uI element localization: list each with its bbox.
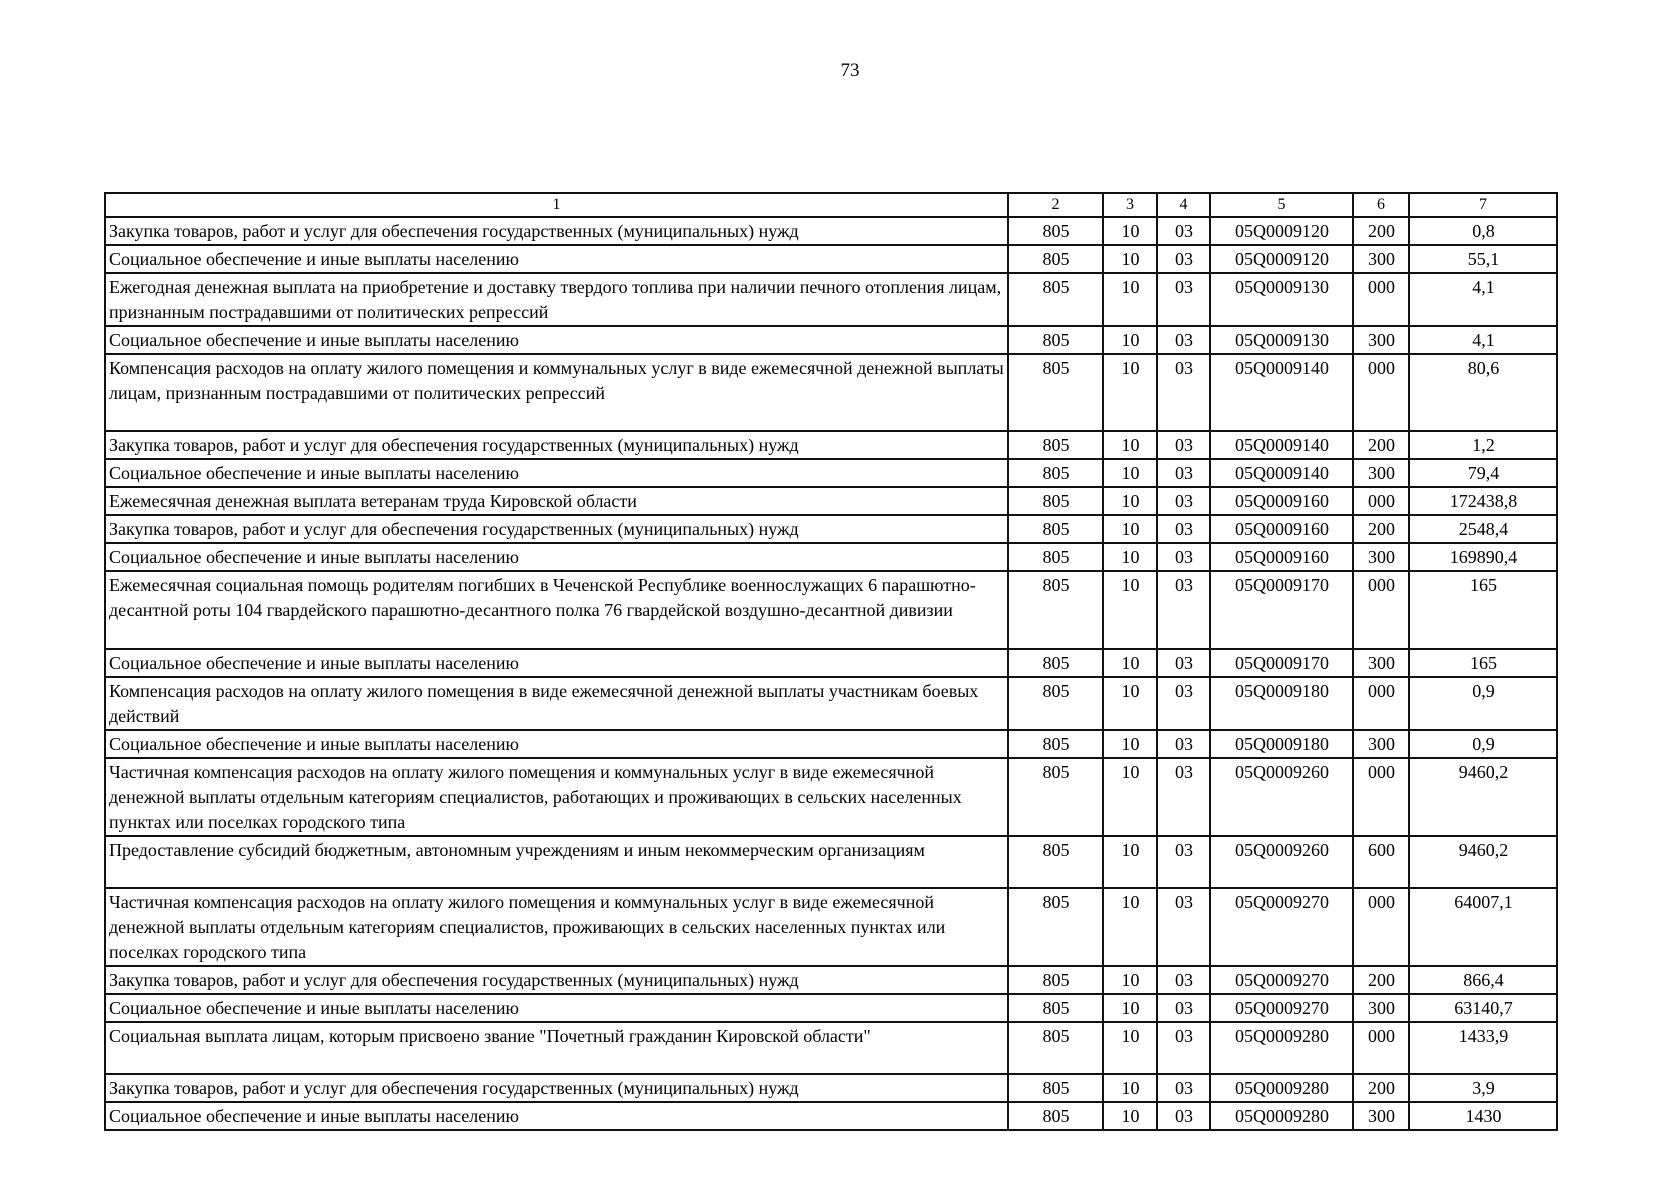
department-code-cell: 805 bbox=[1008, 571, 1103, 649]
expense-type-cell: 300 bbox=[1353, 543, 1409, 571]
expense-type-cell: 000 bbox=[1353, 677, 1409, 730]
department-code-cell: 805 bbox=[1008, 836, 1103, 888]
expense-name-cell: Закупка товаров, работ и услуг для обеспечения государственных (муниципальных) нужд bbox=[105, 1074, 1008, 1102]
amount-cell: 1430 bbox=[1409, 1102, 1557, 1130]
table-row bbox=[105, 273, 1557, 326]
target-article-cell: 05Q0009160 bbox=[1210, 543, 1353, 571]
expense-type-cell: 200 bbox=[1353, 431, 1409, 459]
amount-cell: 0,9 bbox=[1409, 730, 1557, 758]
section-code-cell: 10 bbox=[1103, 245, 1157, 273]
subsection-code-cell: 03 bbox=[1157, 571, 1210, 649]
section-code-cell: 10 bbox=[1103, 677, 1157, 730]
target-article-cell: 05Q0009260 bbox=[1210, 836, 1353, 888]
table-row bbox=[105, 758, 1557, 836]
expense-name-cell: Ежемесячная денежная выплата ветеранам труда Кировской области bbox=[105, 487, 1008, 515]
target-article-cell: 05Q0009180 bbox=[1210, 730, 1353, 758]
expense-name-cell: Социальное обеспечение и иные выплаты населению bbox=[105, 326, 1008, 354]
subsection-code-cell: 03 bbox=[1157, 649, 1210, 677]
amount-cell: 9460,2 bbox=[1409, 836, 1557, 888]
department-code-cell: 805 bbox=[1008, 245, 1103, 273]
subsection-code-cell: 03 bbox=[1157, 836, 1210, 888]
expense-type-cell: 000 bbox=[1353, 273, 1409, 326]
table-row bbox=[105, 217, 1557, 245]
table-row bbox=[105, 245, 1557, 273]
target-article-cell: 05Q0009170 bbox=[1210, 649, 1353, 677]
amount-cell: 4,1 bbox=[1409, 326, 1557, 354]
budget-table bbox=[104, 192, 1558, 1131]
subsection-code-cell: 03 bbox=[1157, 354, 1210, 431]
expense-type-cell: 000 bbox=[1353, 758, 1409, 836]
amount-cell: 169890,4 bbox=[1409, 543, 1557, 571]
subsection-code-cell: 03 bbox=[1157, 431, 1210, 459]
department-code-cell: 805 bbox=[1008, 326, 1103, 354]
column-number: 6 bbox=[1353, 193, 1409, 217]
column-number: 1 bbox=[105, 193, 1008, 217]
amount-cell: 0,8 bbox=[1409, 217, 1557, 245]
section-code-cell: 10 bbox=[1103, 730, 1157, 758]
section-code-cell: 10 bbox=[1103, 1074, 1157, 1102]
table-row bbox=[105, 326, 1557, 354]
expense-name-cell: Закупка товаров, работ и услуг для обеспечения государственных (муниципальных) нужд bbox=[105, 515, 1008, 543]
subsection-code-cell: 03 bbox=[1157, 966, 1210, 994]
target-article-cell: 05Q0009160 bbox=[1210, 487, 1353, 515]
amount-cell: 3,9 bbox=[1409, 1074, 1557, 1102]
section-code-cell: 10 bbox=[1103, 758, 1157, 836]
expense-name-cell: Социальное обеспечение и иные выплаты населению bbox=[105, 994, 1008, 1022]
expense-type-cell: 300 bbox=[1353, 326, 1409, 354]
target-article-cell: 05Q0009170 bbox=[1210, 571, 1353, 649]
expense-name-cell: Социальное обеспечение и иные выплаты населению bbox=[105, 649, 1008, 677]
target-article-cell: 05Q0009130 bbox=[1210, 326, 1353, 354]
expense-type-cell: 300 bbox=[1353, 459, 1409, 487]
amount-cell: 9460,2 bbox=[1409, 758, 1557, 836]
expense-name-cell: Ежегодная денежная выплата на приобретение и доставку твердого топлива при наличии печного отопления лицам, признанным пострадавшими от политических репрессий bbox=[105, 273, 1008, 326]
expense-name-cell: Частичная компенсация расходов на оплату жилого помещения и коммунальных услуг в виде ежемесячной денежной выплаты отдельным категориям специалистов, работающих и проживающих в сельских населенных пунктах или поселках городского типа bbox=[105, 758, 1008, 836]
table-row bbox=[105, 888, 1557, 966]
table-row bbox=[105, 354, 1557, 431]
department-code-cell: 805 bbox=[1008, 758, 1103, 836]
expense-name-cell: Предоставление субсидий бюджетным, автономным учреждениям и иным некоммерческим организациям bbox=[105, 836, 1008, 888]
amount-cell: 172438,8 bbox=[1409, 487, 1557, 515]
subsection-code-cell: 03 bbox=[1157, 730, 1210, 758]
expense-name-cell: Ежемесячная социальная помощь родителям погибших в Чеченской Республике военнослужащих 6 парашютно-десантной роты 104 гвардейского парашютно-десантного полка 76 гвардейской воздушно-десантной дивизии bbox=[105, 571, 1008, 649]
column-number: 5 bbox=[1210, 193, 1353, 217]
section-code-cell: 10 bbox=[1103, 487, 1157, 515]
subsection-code-cell: 03 bbox=[1157, 1102, 1210, 1130]
expense-type-cell: 600 bbox=[1353, 836, 1409, 888]
amount-cell: 55,1 bbox=[1409, 245, 1557, 273]
department-code-cell: 805 bbox=[1008, 994, 1103, 1022]
table-row bbox=[105, 515, 1557, 543]
subsection-code-cell: 03 bbox=[1157, 888, 1210, 966]
expense-name-cell: Закупка товаров, работ и услуг для обеспечения государственных (муниципальных) нужд bbox=[105, 966, 1008, 994]
target-article-cell: 05Q0009280 bbox=[1210, 1074, 1353, 1102]
target-article-cell: 05Q0009280 bbox=[1210, 1102, 1353, 1130]
department-code-cell: 805 bbox=[1008, 354, 1103, 431]
table-row bbox=[105, 677, 1557, 730]
section-code-cell: 10 bbox=[1103, 217, 1157, 245]
section-code-cell: 10 bbox=[1103, 459, 1157, 487]
table-row bbox=[105, 649, 1557, 677]
amount-cell: 4,1 bbox=[1409, 273, 1557, 326]
section-code-cell: 10 bbox=[1103, 1022, 1157, 1074]
expense-name-cell: Социальное обеспечение и иные выплаты населению bbox=[105, 245, 1008, 273]
expense-type-cell: 300 bbox=[1353, 245, 1409, 273]
target-article-cell: 05Q0009140 bbox=[1210, 354, 1353, 431]
subsection-code-cell: 03 bbox=[1157, 994, 1210, 1022]
expense-name-cell: Социальное обеспечение и иные выплаты населению bbox=[105, 730, 1008, 758]
expense-name-cell: Компенсация расходов на оплату жилого помещения в виде ежемесячной денежной выплаты участникам боевых действий bbox=[105, 677, 1008, 730]
department-code-cell: 805 bbox=[1008, 543, 1103, 571]
department-code-cell: 805 bbox=[1008, 459, 1103, 487]
expense-type-cell: 200 bbox=[1353, 966, 1409, 994]
section-code-cell: 10 bbox=[1103, 994, 1157, 1022]
column-number: 2 bbox=[1008, 193, 1103, 217]
target-article-cell: 05Q0009270 bbox=[1210, 966, 1353, 994]
table-row bbox=[105, 994, 1557, 1022]
amount-cell: 1,2 bbox=[1409, 431, 1557, 459]
section-code-cell: 10 bbox=[1103, 543, 1157, 571]
expense-type-cell: 200 bbox=[1353, 1074, 1409, 1102]
target-article-cell: 05Q0009270 bbox=[1210, 888, 1353, 966]
amount-cell: 165 bbox=[1409, 649, 1557, 677]
table-row bbox=[105, 571, 1557, 649]
subsection-code-cell: 03 bbox=[1157, 1074, 1210, 1102]
target-article-cell: 05Q0009130 bbox=[1210, 273, 1353, 326]
subsection-code-cell: 03 bbox=[1157, 217, 1210, 245]
table-row bbox=[105, 431, 1557, 459]
department-code-cell: 805 bbox=[1008, 487, 1103, 515]
department-code-cell: 805 bbox=[1008, 273, 1103, 326]
expense-type-cell: 300 bbox=[1353, 649, 1409, 677]
subsection-code-cell: 03 bbox=[1157, 1022, 1210, 1074]
department-code-cell: 805 bbox=[1008, 1022, 1103, 1074]
page-number: 73 bbox=[840, 60, 860, 81]
table-row bbox=[105, 1074, 1557, 1102]
table-row bbox=[105, 730, 1557, 758]
expense-type-cell: 200 bbox=[1353, 217, 1409, 245]
section-code-cell: 10 bbox=[1103, 571, 1157, 649]
target-article-cell: 05Q0009120 bbox=[1210, 217, 1353, 245]
column-number-row bbox=[105, 193, 1557, 217]
amount-cell: 79,4 bbox=[1409, 459, 1557, 487]
subsection-code-cell: 03 bbox=[1157, 677, 1210, 730]
section-code-cell: 10 bbox=[1103, 966, 1157, 994]
amount-cell: 64007,1 bbox=[1409, 888, 1557, 966]
table-row bbox=[105, 1102, 1557, 1130]
table-row bbox=[105, 543, 1557, 571]
expense-name-cell: Частичная компенсация расходов на оплату жилого помещения и коммунальных услуг в виде ежемесячной денежной выплаты отдельным категориям специалистов, проживающих в сельских населенных пунктах или поселках городского типа bbox=[105, 888, 1008, 966]
amount-cell: 63140,7 bbox=[1409, 994, 1557, 1022]
department-code-cell: 805 bbox=[1008, 649, 1103, 677]
expense-type-cell: 000 bbox=[1353, 571, 1409, 649]
department-code-cell: 805 bbox=[1008, 1102, 1103, 1130]
subsection-code-cell: 03 bbox=[1157, 459, 1210, 487]
section-code-cell: 10 bbox=[1103, 888, 1157, 966]
target-article-cell: 05Q0009160 bbox=[1210, 515, 1353, 543]
target-article-cell: 05Q0009260 bbox=[1210, 758, 1353, 836]
section-code-cell: 10 bbox=[1103, 649, 1157, 677]
section-code-cell: 10 bbox=[1103, 836, 1157, 888]
table-row bbox=[105, 487, 1557, 515]
subsection-code-cell: 03 bbox=[1157, 245, 1210, 273]
department-code-cell: 805 bbox=[1008, 515, 1103, 543]
subsection-code-cell: 03 bbox=[1157, 543, 1210, 571]
section-code-cell: 10 bbox=[1103, 273, 1157, 326]
expense-type-cell: 300 bbox=[1353, 994, 1409, 1022]
column-number: 3 bbox=[1103, 193, 1157, 217]
subsection-code-cell: 03 bbox=[1157, 515, 1210, 543]
table-row bbox=[105, 966, 1557, 994]
target-article-cell: 05Q0009140 bbox=[1210, 431, 1353, 459]
column-number: 7 bbox=[1409, 193, 1557, 217]
amount-cell: 2548,4 bbox=[1409, 515, 1557, 543]
amount-cell: 0,9 bbox=[1409, 677, 1557, 730]
section-code-cell: 10 bbox=[1103, 515, 1157, 543]
department-code-cell: 805 bbox=[1008, 888, 1103, 966]
expense-name-cell: Социальная выплата лицам, которым присвоено звание "Почетный гражданин Кировской области" bbox=[105, 1022, 1008, 1074]
table-row bbox=[105, 836, 1557, 888]
target-article-cell: 05Q0009270 bbox=[1210, 994, 1353, 1022]
table-row bbox=[105, 459, 1557, 487]
expense-name-cell: Социальное обеспечение и иные выплаты населению bbox=[105, 459, 1008, 487]
table-row bbox=[105, 1022, 1557, 1074]
expense-type-cell: 000 bbox=[1353, 487, 1409, 515]
section-code-cell: 10 bbox=[1103, 326, 1157, 354]
subsection-code-cell: 03 bbox=[1157, 273, 1210, 326]
expense-name-cell: Компенсация расходов на оплату жилого помещения и коммунальных услуг в виде ежемесячной денежной выплаты лицам, признанным пострадавшими от политических репрессий bbox=[105, 354, 1008, 431]
expense-name-cell: Социальное обеспечение и иные выплаты населению bbox=[105, 543, 1008, 571]
subsection-code-cell: 03 bbox=[1157, 758, 1210, 836]
subsection-code-cell: 03 bbox=[1157, 326, 1210, 354]
department-code-cell: 805 bbox=[1008, 217, 1103, 245]
department-code-cell: 805 bbox=[1008, 966, 1103, 994]
expense-type-cell: 000 bbox=[1353, 1022, 1409, 1074]
column-number: 4 bbox=[1157, 193, 1210, 217]
target-article-cell: 05Q0009280 bbox=[1210, 1022, 1353, 1074]
department-code-cell: 805 bbox=[1008, 677, 1103, 730]
expense-type-cell: 200 bbox=[1353, 515, 1409, 543]
expense-name-cell: Закупка товаров, работ и услуг для обеспечения государственных (муниципальных) нужд bbox=[105, 431, 1008, 459]
amount-cell: 165 bbox=[1409, 571, 1557, 649]
department-code-cell: 805 bbox=[1008, 431, 1103, 459]
department-code-cell: 805 bbox=[1008, 730, 1103, 758]
expense-name-cell: Закупка товаров, работ и услуг для обеспечения государственных (муниципальных) нужд bbox=[105, 217, 1008, 245]
amount-cell: 1433,9 bbox=[1409, 1022, 1557, 1074]
amount-cell: 80,6 bbox=[1409, 354, 1557, 431]
expense-name-cell: Социальное обеспечение и иные выплаты населению bbox=[105, 1102, 1008, 1130]
amount-cell: 866,4 bbox=[1409, 966, 1557, 994]
target-article-cell: 05Q0009140 bbox=[1210, 459, 1353, 487]
expense-type-cell: 000 bbox=[1353, 354, 1409, 431]
expense-type-cell: 300 bbox=[1353, 1102, 1409, 1130]
expense-type-cell: 300 bbox=[1353, 730, 1409, 758]
section-code-cell: 10 bbox=[1103, 431, 1157, 459]
subsection-code-cell: 03 bbox=[1157, 487, 1210, 515]
section-code-cell: 10 bbox=[1103, 354, 1157, 431]
department-code-cell: 805 bbox=[1008, 1074, 1103, 1102]
target-article-cell: 05Q0009120 bbox=[1210, 245, 1353, 273]
target-article-cell: 05Q0009180 bbox=[1210, 677, 1353, 730]
expense-type-cell: 000 bbox=[1353, 888, 1409, 966]
section-code-cell: 10 bbox=[1103, 1102, 1157, 1130]
